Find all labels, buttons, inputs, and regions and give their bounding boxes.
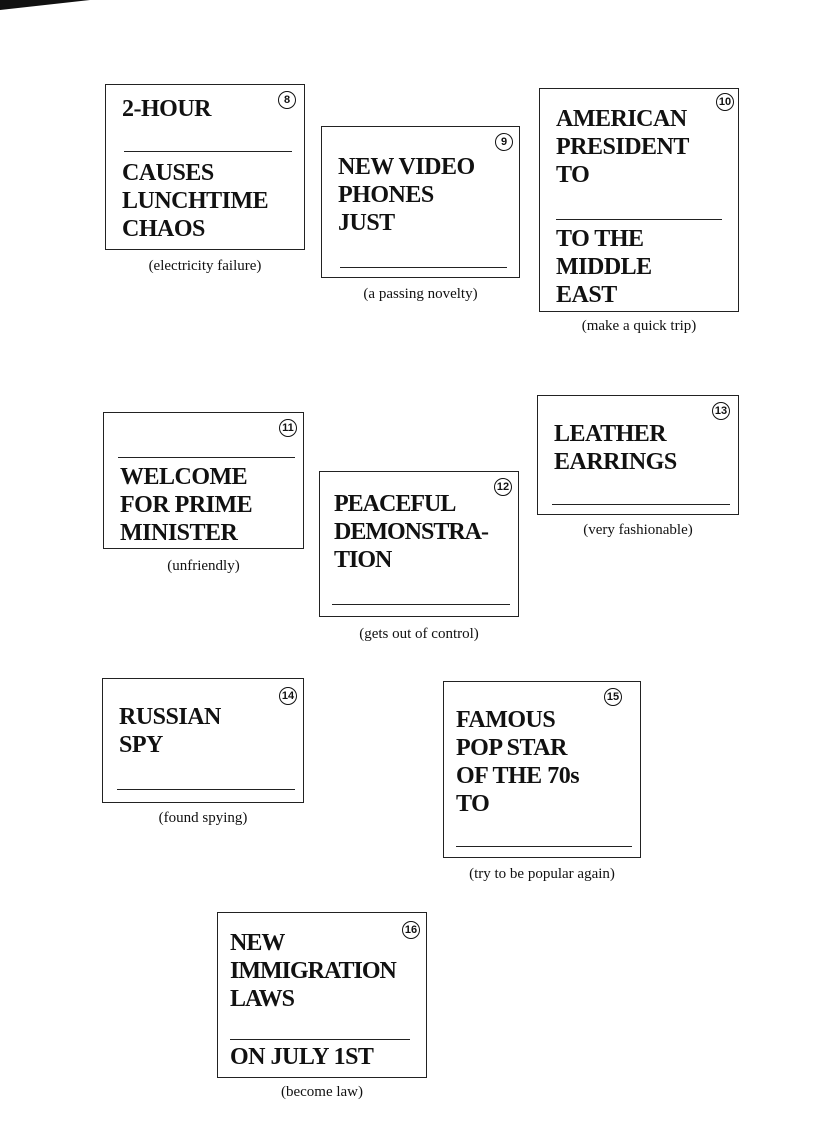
headline-text-top: FAMOUS POP STAR OF THE 70s TO [456,707,580,817]
headline-card-14 [102,678,304,803]
headline-card-16 [217,912,427,1078]
headline-text-top: 2-HOUR [122,96,211,122]
hint-caption: (very fashionable) [583,522,693,538]
blank-line [552,504,730,505]
hint-caption: (become law) [280,1084,364,1100]
blank-line [332,604,510,605]
headline-text-top: RUSSIAN SPY [119,704,221,758]
blank-line [340,267,507,268]
hint-caption: (unfriendly) [167,558,240,574]
blank-line [556,219,722,220]
corner-mark [0,0,90,10]
headline-card-8 [105,84,305,250]
headline-text-top: AMERICAN PRESIDENT TO [556,106,689,188]
headline-text-bottom: ON JULY 1ST [230,1044,374,1070]
headline-card-10 [539,88,739,312]
headline-text-top: PEACEFUL DEMONSTRA- TION [334,491,489,573]
card-number-badge: 16 [402,921,420,939]
hint-caption: (try to be popular again) [469,866,615,882]
card-number-badge: 14 [279,687,297,705]
headline-text-top: NEW VIDEO PHONES JUST [338,154,475,236]
card-number-badge: 11 [279,419,297,437]
headline-text-bottom: TO THE MIDDLE EAST [556,226,652,308]
headline-text-top: NEW IMMIGRATION LAWS [230,930,396,1012]
headline-card-15 [443,681,641,858]
blank-line [124,151,292,152]
headline-card-9 [321,126,520,278]
card-number-badge: 13 [712,402,730,420]
card-number-badge: 12 [494,478,512,496]
hint-caption: (a passing novelty) [363,286,478,302]
card-number-badge: 8 [278,91,296,109]
headline-card-13 [537,395,739,515]
hint-caption: (found spying) [158,810,248,826]
headline-text-bottom: CAUSES LUNCHTIME CHAOS [122,160,269,242]
blank-line [118,457,295,458]
card-number-badge: 10 [716,93,734,111]
headline-card-12 [319,471,519,617]
blank-line [117,789,295,790]
card-number-badge: 15 [604,688,622,706]
headline-text-top: LEATHER EARRINGS [554,421,677,475]
blank-line [230,1039,410,1040]
blank-line [456,846,632,847]
card-number-badge: 9 [495,133,513,151]
headline-card-11 [103,412,304,549]
hint-caption: (gets out of control) [359,626,479,642]
headline-text-bottom: WELCOME FOR PRIME MINISTER [120,464,253,546]
hint-caption: (make a quick trip) [581,318,697,334]
hint-caption: (electricity failure) [148,258,262,274]
